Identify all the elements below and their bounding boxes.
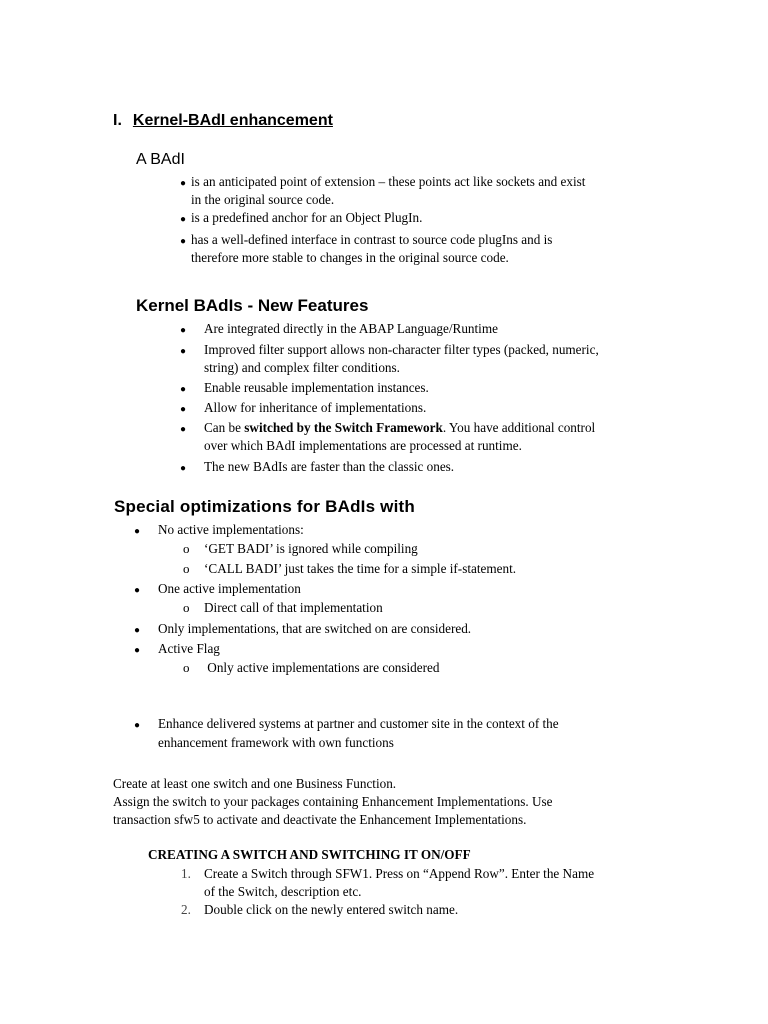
paragraph-line: Create at least one switch and one Business Function.: [113, 776, 397, 791]
list-item: has a well-defined interface in contrast to source code plugIns and is: [191, 232, 553, 247]
sub-list-item: ‘GET BADI’ is ignored while compiling: [204, 541, 418, 556]
sub-bullet-icon: o: [183, 600, 190, 615]
section-heading: [113, 112, 333, 130]
sub-bullet-icon: o: [183, 561, 190, 576]
kernel-heading: Kernel BAdIs - New Features: [136, 296, 369, 315]
list-item: [204, 419, 595, 437]
sub-bullet-icon: o: [183, 541, 190, 556]
list-item: is a predefined anchor for an Object PlugIn.: [191, 210, 423, 225]
bullet-icon: ●: [180, 346, 187, 357]
paragraph-line: Assign the switch to your packages containing Enhancement Implementations. Use: [113, 794, 553, 809]
paragraph-line: transaction sfw5 to activate and deactivate the Enhancement Implementations.: [113, 812, 527, 827]
bullet-icon: ●: [134, 625, 141, 636]
sub-list-item: ‘CALL BADI’ just takes the time for a simple if-statement.: [204, 561, 517, 576]
sub-bullet-icon: o: [183, 660, 190, 675]
list-item: No active implementations:: [158, 522, 304, 537]
item-bold-text: switched by the Switch Framework: [244, 420, 443, 435]
item-prefix: Can be: [204, 420, 245, 435]
special-heading: Special optimizations for BAdIs with: [114, 497, 415, 516]
item-suffix: . You have additional control: [442, 420, 596, 435]
sub-list-item: Only active implementations are considered: [204, 660, 440, 675]
list-item: Only implementations, that are switched on are considered.: [158, 621, 472, 636]
bullet-icon: ●: [134, 526, 141, 537]
bullet-icon: ●: [134, 645, 141, 656]
bullet-icon: ●: [180, 404, 187, 415]
list-item: Create a Switch through SFW1. Press on “Append Row”. Enter the Name: [204, 866, 595, 881]
section-title: Kernel-BAdI enhancement: [132, 112, 333, 129]
list-item-continuation: of the Switch, description etc.: [204, 884, 362, 899]
list-item: Enable reusable implementation instances.: [204, 380, 429, 395]
sub-list-item: Direct call of that implementation: [204, 600, 383, 615]
bullet-icon: ●: [134, 585, 141, 596]
bullet-icon: ●: [134, 720, 141, 731]
bullet-icon: ●: [180, 178, 187, 189]
bullet-icon: ●: [180, 325, 187, 336]
list-item-continuation: enhancement framework with own functions: [158, 735, 394, 750]
list-item: Allow for inheritance of implementations.: [204, 400, 427, 415]
bullet-icon: ●: [180, 424, 187, 435]
list-item: The new BAdIs are faster than the classic ones.: [204, 459, 455, 474]
list-item-continuation: string) and complex filter conditions.: [204, 360, 400, 375]
bullet-icon: ●: [180, 214, 187, 225]
list-item: Enhance delivered systems at partner and customer site in the context of the: [158, 716, 559, 731]
list-item: Are integrated directly in the ABAP Language/Runtime: [204, 321, 498, 336]
bullet-icon: ●: [180, 384, 187, 395]
list-item: Improved filter support allows non-character filter types (packed, numeric,: [204, 342, 599, 357]
list-number: 1.: [181, 866, 191, 881]
list-number: 2.: [181, 902, 191, 917]
list-item-continuation: therefore more stable to changes in the original source code.: [191, 250, 509, 265]
list-item: is an anticipated point of extension – these points act like sockets and exist: [191, 174, 586, 189]
creating-heading: CREATING A SWITCH AND SWITCHING IT ON/OFF: [148, 847, 471, 862]
abadi-heading: A BAdI: [136, 151, 185, 168]
bullet-icon: ●: [180, 236, 187, 247]
list-item-continuation: in the original source code.: [191, 192, 335, 207]
list-item: One active implementation: [158, 581, 301, 596]
list-item: Active Flag: [158, 641, 220, 656]
section-number: I.: [113, 112, 122, 129]
list-item-continuation: over which BAdI implementations are processed at runtime.: [204, 438, 522, 453]
list-item: Double click on the newly entered switch name.: [204, 902, 459, 917]
bullet-icon: ●: [180, 463, 187, 474]
